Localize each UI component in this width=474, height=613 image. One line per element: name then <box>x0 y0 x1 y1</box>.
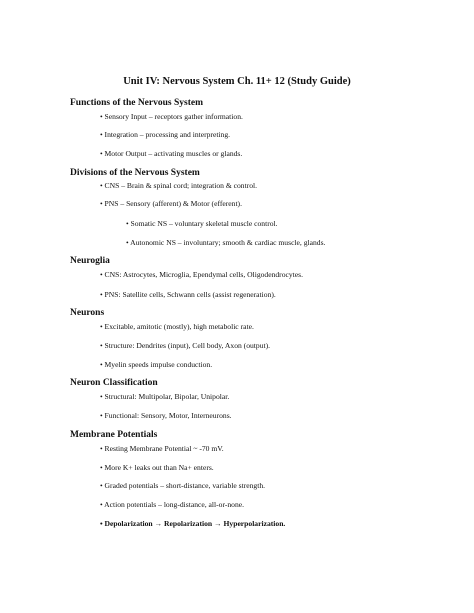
bullet-integration: • Integration – processing and interpreting. <box>100 130 231 139</box>
bullet-sensory-input: • Sensory Input – receptors gather information. <box>100 112 243 121</box>
page-title: Unit IV: Nervous System Ch. 11+ 12 (Study Guide) <box>123 76 351 87</box>
bullet-graded-potentials: • Graded potentials – short-distance, variable strength. <box>100 481 266 490</box>
section-heading-membrane-potentials: Membrane Potentials <box>70 430 158 440</box>
bullet-somatic-ns: • Somatic NS – voluntary skeletal muscle control. <box>126 219 278 228</box>
section-heading-neurons: Neurons <box>70 308 105 318</box>
section-heading-classification: Neuron Classification <box>70 378 158 388</box>
bullet-pns: • PNS – Sensory (afferent) & Motor (efferent). <box>100 199 242 208</box>
bullet-myelin: • Myelin speeds impulse conduction. <box>100 360 213 369</box>
bullet-depolarization-sequence: • Depolarization → Repolarization → Hyperpolarization. <box>100 519 286 528</box>
bullet-excitable: • Excitable, amitotic (mostly), high metabolic rate. <box>100 322 254 331</box>
bullet-motor-output: • Motor Output – activating muscles or glands. <box>100 149 243 158</box>
bullet-k-leak: • More K+ leaks out than Na+ enters. <box>100 463 214 472</box>
bullet-action-potentials: • Action potentials – long-distance, all-or-none. <box>100 500 245 509</box>
bullet-cns-glia: • CNS: Astrocytes, Microglia, Ependymal cells, Oligodendrocytes. <box>100 270 304 279</box>
bullet-resting-potential: • Resting Membrane Potential ~ -70 mV. <box>100 444 224 453</box>
bullet-functional: • Functional: Sensory, Motor, Interneurons. <box>100 411 232 420</box>
bullet-autonomic-ns: • Autonomic NS – involuntary; smooth & cardiac muscle, glands. <box>126 238 326 247</box>
bullet-structural: • Structural: Multipolar, Bipolar, Unipolar. <box>100 392 230 401</box>
bullet-pns-glia: • PNS: Satellite cells, Schwann cells (assist regeneration). <box>100 290 276 299</box>
section-heading-functions: Functions of the Nervous System <box>70 98 203 108</box>
section-heading-divisions: Divisions of the Nervous System <box>70 168 200 178</box>
bullet-cns: • CNS – Brain & spinal cord; integration & control. <box>100 181 258 190</box>
bullet-structure: • Structure: Dendrites (input), Cell body, Axon (output). <box>100 341 271 350</box>
section-heading-neuroglia: Neuroglia <box>70 256 110 266</box>
